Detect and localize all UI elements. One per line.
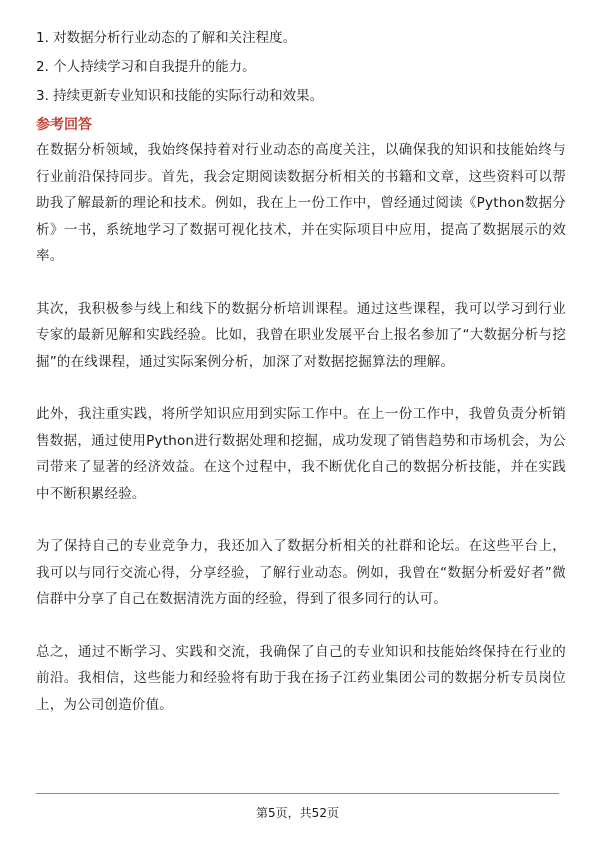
criteria-list: [36, 28, 566, 106]
answer-body: [36, 137, 566, 718]
list-item: 1. 对数据分析行业动态的了解和关注程度。: [36, 30, 297, 46]
answer-paragraph: 其次，我积极参与线上和线下的数据分析培训课程。通过这些课程，我可以学习到行业专家的最新见解和实践经验。比如，我曾在职业发展平台上报名参加了“大数据分析与挖掘”的在线课程，通过实际案例分析，加深了对数据挖掘算法的理解。: [36, 300, 566, 370]
answer-paragraph: 为了保持自己的专业竞争力，我还加入了数据分析相关的社群和论坛。在这些平台上，我可以与同行交流心得，分享经验，了解行业动态。例如，我曾在“数据分析爱好者”微信群中分享了自己在数据清洗方面的经验，得到了很多同行的认可。: [36, 538, 566, 607]
page-number: 第5页，共52页: [256, 806, 339, 820]
answer-heading: 参考回答: [36, 117, 92, 133]
answer-paragraph: 总之，通过不断学习、实践和交流，我确保了自己的专业知识和技能始终保持在行业的前沿。我相信，这些能力和经验将有助于我在扬子江药业集团公司的数据分析专员岗位上，为公司创造价值。: [36, 643, 566, 713]
answer-paragraph: 此外，我注重实践，将所学知识应用到实际工作中。在上一份工作中，我曾负责分析销售数据，通过使用Python进行数据处理和挖掘，成功发现了销售趋势和市场机会，为公司带来了显著的经济效益。在这个过程中，我不断优化自己的数据分析技能，并在实践中不断积累经验。: [36, 406, 566, 502]
list-item: 3. 持续更新专业知识和技能的实际行动和效果。: [36, 88, 324, 104]
answer-paragraph: 在数据分析领域，我始终保持着对行业动态的高度关注，以确保我的知识和技能始终与行业前沿保持同步。首先，我会定期阅读数据分析相关的书籍和文章，这些资料可以帮助我了解最新的理论和技术。例如，我在上一份工作中，曾经通过阅读《Python数据分析》一书，系统地学习了数据可视化技术，并在实际项目中应用，提高了数据展示的效率。: [36, 142, 566, 264]
list-item: 2. 个人持续学习和自我提升的能力。: [36, 59, 256, 75]
page-content: [36, 28, 566, 744]
footer-divider: [36, 793, 559, 794]
